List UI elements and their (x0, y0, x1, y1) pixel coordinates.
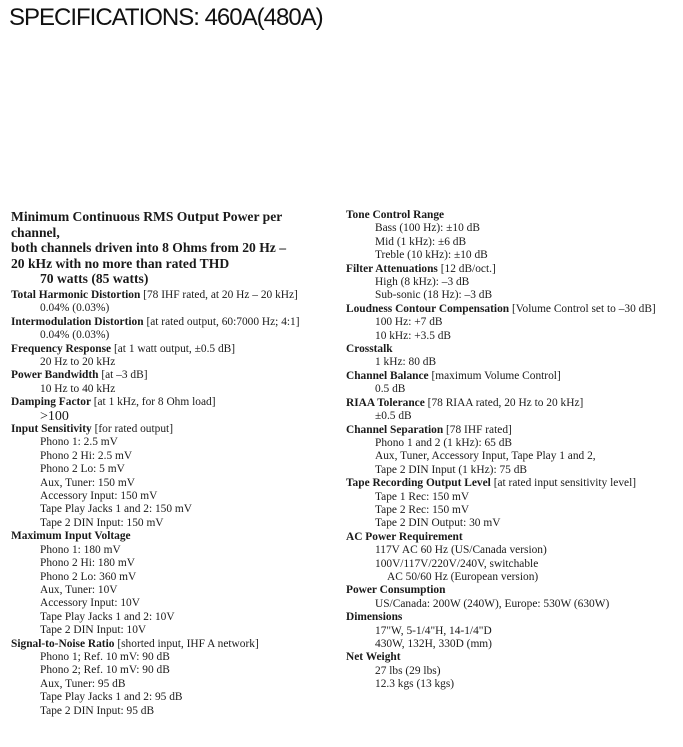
spec-heading-note: [at –3 dB] (101, 369, 148, 382)
spec-value: Tape 2 DIN Input: 95 dB (40, 704, 155, 717)
spec-section (346, 209, 680, 263)
spec-heading-label: Maximum Input Voltage (11, 530, 131, 543)
spec-value: Accessory Input: 150 mV (40, 490, 158, 503)
spec-value: 10 kHz: +3.5 dB (375, 329, 452, 342)
right-column (346, 209, 680, 692)
spec-heading (346, 477, 680, 490)
spec-heading (346, 397, 680, 410)
spec-value: 430W, 132H, 330D (mm) (375, 638, 492, 650)
spec-value: Tape 2 Rec: 150 mV (375, 503, 470, 516)
spec-value: 100 Hz: +7 dB (375, 316, 443, 329)
spec-section (11, 369, 331, 396)
spec-section (11, 423, 331, 530)
spec-value: AC 50/60 Hz (European version) (387, 570, 539, 583)
spec-heading (346, 424, 680, 437)
spec-value: 117V AC 60 Hz (US/Canada version) (375, 544, 547, 557)
spec-heading (346, 584, 680, 597)
spec-value: Phono 2 Hi: 2.5 mV (40, 449, 133, 462)
spec-value: Aux, Tuner: 95 dB (40, 677, 126, 690)
spec-heading (346, 611, 680, 624)
spec-section (346, 397, 680, 424)
spec-section (346, 263, 680, 303)
spec-value: Phono 1 and 2 (1 kHz): 65 dB (375, 436, 512, 449)
spec-value: Accessory Input: 10V (40, 597, 140, 610)
spec-heading (346, 651, 680, 664)
spec-heading-note: [at rated input sensitivity level] (493, 477, 637, 490)
spec-heading (11, 638, 331, 651)
spec-value: Tape Play Jacks 1 and 2: 10V (40, 610, 175, 623)
spec-heading-label: Power Bandwidth (11, 369, 99, 382)
spec-heading-label: RIAA Tolerance (346, 396, 425, 409)
spec-heading-label: Channel Balance (346, 369, 429, 382)
spec-heading-note: [at 1 watt output, ±0.5 dB] (113, 342, 236, 355)
spec-value: 12.3 kgs (13 kgs) (375, 678, 455, 691)
spec-value: 0.5 dB (375, 383, 406, 396)
spec-value: ±0.5 dB (375, 410, 412, 423)
spec-value: Tape 2 DIN Input (1 kHz): 75 dB (375, 463, 527, 476)
spec-heading-label: Signal-to-Noise Ratio (11, 637, 115, 650)
spec-section (346, 531, 680, 585)
intro-line: Minimum Continuous RMS Output Power per channel, (11, 209, 283, 240)
spec-heading-label: Power Consumption (346, 584, 446, 597)
spec-value: Bass (100 Hz): ±10 dB (375, 222, 480, 235)
spec-heading-note: [78 IHF rated] (446, 423, 512, 436)
spec-value: 17"W, 5-1/4"H, 14-1/4"D (375, 624, 492, 637)
spec-heading-label: Loudness Contour Compensation (346, 302, 510, 315)
spec-heading (346, 531, 680, 544)
spec-heading (11, 369, 331, 382)
spec-heading-label: Dimensions (346, 611, 403, 624)
intro-line: 20 kHz with no more than rated THD (11, 255, 230, 271)
power-rating-intro (11, 209, 331, 287)
spec-value: Aux, Tuner, Accessory Input, Tape Play 1 and 2, (375, 450, 596, 463)
spec-heading-label: Frequency Response (11, 342, 112, 355)
spec-value: 10 Hz to 40 kHz (40, 382, 116, 395)
spec-value: Aux, Tuner: 10V (40, 583, 118, 596)
spec-section (346, 424, 680, 478)
spec-heading-label: Tape Recording Output Level (346, 477, 491, 490)
spec-heading (11, 289, 331, 302)
spec-heading-label: Net Weight (346, 651, 401, 664)
spec-value: Phono 1: 2.5 mV (40, 436, 118, 449)
spec-heading-note: [Volume Control set to –30 dB] (511, 302, 656, 315)
spec-heading (346, 209, 680, 222)
spec-value: Phono 2 Lo: 5 mV (40, 463, 125, 476)
spec-value: Tape Play Jacks 1 and 2: 150 mV (40, 503, 192, 516)
spec-section (11, 530, 331, 637)
intro-line: both channels driven into 8 Ohms from 20 Hz – (11, 240, 287, 256)
spec-value: 1 kHz: 80 dB (375, 356, 437, 369)
spec-section (11, 343, 331, 370)
spec-section (346, 584, 680, 611)
spec-heading-note: [at 1 kHz, for 8 Ohm load] (93, 396, 216, 409)
spec-section (346, 611, 680, 651)
spec-section (346, 343, 680, 370)
spec-heading-note: [maximum Volume Control] (431, 369, 561, 382)
spec-value: 20 Hz to 20 kHz (40, 356, 116, 368)
spec-heading (11, 530, 331, 543)
spec-heading-label: Input Sensitivity (11, 423, 92, 436)
page-title: SPECIFICATIONS: 460A(480A) (9, 4, 323, 31)
spec-heading-label: Filter Attenuations (346, 262, 438, 275)
spec-value: Tape 2 DIN Input: 150 mV (40, 516, 164, 529)
spec-value: US/Canada: 200W (240W), Europe: 530W (630W) (375, 597, 610, 610)
spec-heading-label: Crosstalk (346, 343, 393, 356)
spec-value: Mid (1 kHz): ±6 dB (375, 235, 467, 248)
spec-value: Aux, Tuner: 150 mV (40, 476, 135, 489)
spec-value: Phono 1; Ref. 10 mV: 90 dB (40, 650, 170, 663)
spec-heading (11, 343, 331, 356)
spec-value: High (8 kHz): –3 dB (375, 276, 470, 289)
spec-value: Tape 2 DIN Input: 10V (40, 624, 147, 637)
left-spec-list (11, 289, 331, 718)
spec-heading-label: Intermodulation Distortion (11, 315, 144, 328)
spec-heading (346, 370, 680, 383)
spec-value: Treble (10 kHz): ±10 dB (375, 249, 488, 262)
spec-heading-label: Tone Control Range (346, 209, 445, 221)
spec-value: Phono 2; Ref. 10 mV: 90 dB (40, 664, 170, 677)
spec-value: Phono 1: 180 mV (40, 543, 121, 556)
spec-section (11, 396, 331, 423)
spec-heading-note: [78 IHF rated, at 20 Hz – 20 kHz] (143, 288, 298, 301)
spec-value: Phono 2 Lo: 360 mV (40, 570, 137, 583)
spec-value: Tape Play Jacks 1 and 2: 95 dB (40, 691, 183, 704)
spec-heading-label: AC Power Requirement (346, 530, 463, 543)
spec-heading-note: [shorted input, IHF A network] (117, 637, 259, 650)
spec-heading (11, 396, 331, 409)
spec-heading-label: Damping Factor (11, 396, 91, 409)
spec-heading-note: [12 dB/oct.] (440, 262, 496, 275)
spec-heading-note: [at rated output, 60:7000 Hz; 4:1] (146, 315, 300, 328)
spec-section (11, 638, 331, 718)
spec-section (346, 651, 680, 691)
spec-section (346, 477, 680, 531)
spec-heading (11, 316, 331, 329)
spec-heading (346, 303, 680, 316)
spec-value: 0.04% (0.03%) (40, 329, 110, 342)
spec-section (346, 303, 680, 343)
rated-power-value: 70 watts (85 watts) (40, 271, 149, 287)
spec-value: 27 lbs (29 lbs) (375, 664, 441, 677)
spec-value: Phono 2 Hi: 180 mV (40, 557, 135, 570)
left-column (11, 209, 331, 718)
right-spec-list (346, 209, 680, 692)
spec-value: 0.04% (0.03%) (40, 302, 110, 315)
spec-heading-label: Total Harmonic Distortion (11, 288, 141, 301)
spec-section (11, 316, 331, 343)
spec-value: Tape 2 DIN Output: 30 mV (375, 517, 501, 530)
spec-value: Sub-sonic (18 Hz): –3 dB (375, 289, 493, 302)
spec-heading-note: [for rated output] (94, 423, 174, 436)
spec-section (11, 289, 331, 316)
spec-value: Tape 1 Rec: 150 mV (375, 490, 470, 503)
spec-heading (346, 343, 680, 356)
spec-heading (11, 423, 331, 436)
spec-value: 100V/117V/220V/240V, switchable (375, 557, 539, 570)
spec-value: >100 (40, 408, 69, 424)
spec-heading (346, 263, 680, 276)
spec-heading-note: [78 RIAA rated, 20 Hz to 20 kHz] (427, 396, 584, 409)
spec-heading-label: Channel Separation (346, 423, 444, 436)
spec-section (346, 370, 680, 397)
